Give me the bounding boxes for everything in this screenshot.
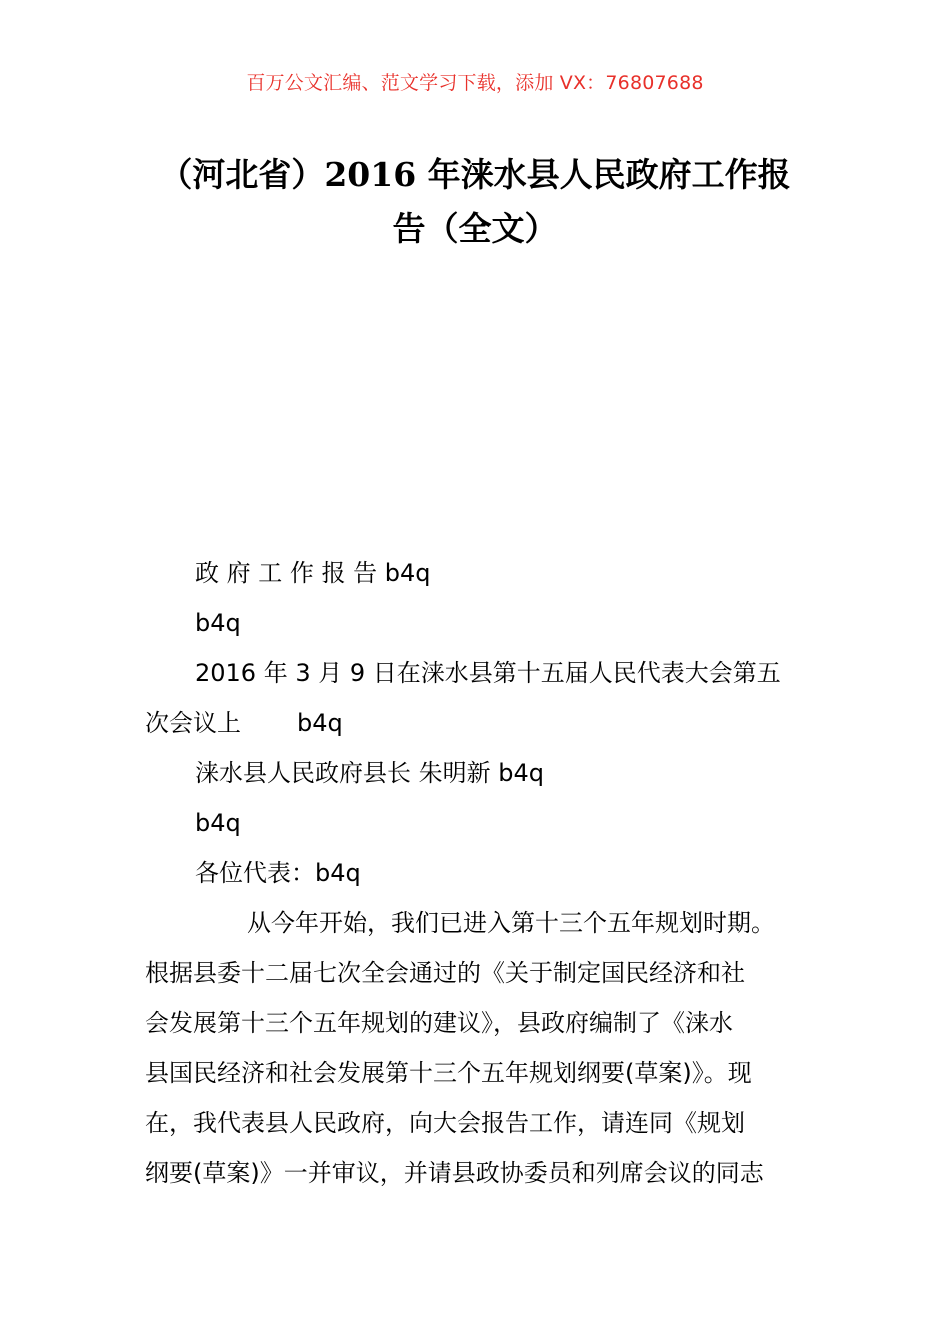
text-line	[145, 748, 807, 798]
paragraph-text: 根据县委十二届七次全会通过的《关于制定国民经济和社	[145, 959, 745, 987]
paragraph-line	[145, 898, 807, 948]
report-header-block	[145, 548, 807, 1198]
paragraph-line	[145, 1048, 807, 1098]
text-line	[145, 848, 807, 898]
paragraph-line	[145, 1148, 807, 1198]
paragraph-text: 会发展第十三个五年规划的建议》，县政府编制了《涞水	[145, 1009, 733, 1037]
marker-text: b4q	[297, 709, 343, 737]
paragraph-line	[145, 998, 807, 1048]
marker-text: b4q	[195, 609, 241, 637]
report-label: 政 府 工 作 报 告 b4q	[195, 559, 431, 587]
text-line	[145, 698, 807, 748]
speaker-text: 涞水县人民政府县长 朱明新 b4q	[195, 759, 544, 787]
paragraph-text: 县国民经济和社会发展第十三个五年规划纲要(草案)》。现	[145, 1059, 752, 1087]
salutation-text: 各位代表：b4q	[195, 859, 361, 887]
report-label-line	[145, 548, 807, 598]
header-promo-note: 百万公文汇编、范文学习下载，添加 VX：76807688	[246, 72, 704, 94]
paragraph-line	[145, 1098, 807, 1148]
marker-text: b4q	[195, 809, 241, 837]
document-title: （河北省）2016 年涞水县人民政府工作报告（全文）	[159, 155, 791, 248]
paragraph-text: 纲要(草案)》一并审议，并请县政协委员和列席会议的同志	[145, 1159, 764, 1187]
paragraph-text: 从今年开始，我们已进入第十三个五年规划时期。	[247, 909, 775, 937]
venue-continuation: 次会议上	[145, 709, 241, 737]
date-venue-text: 2016 年 3 月 9 日在涞水县第十五届人民代表大会第五	[195, 659, 781, 687]
text-line	[145, 598, 807, 648]
paragraph-line	[145, 948, 807, 998]
text-line	[145, 798, 807, 848]
text-line	[145, 648, 807, 698]
paragraph-text: 在，我代表县人民政府，向大会报告工作，请连同《规划	[145, 1109, 745, 1137]
